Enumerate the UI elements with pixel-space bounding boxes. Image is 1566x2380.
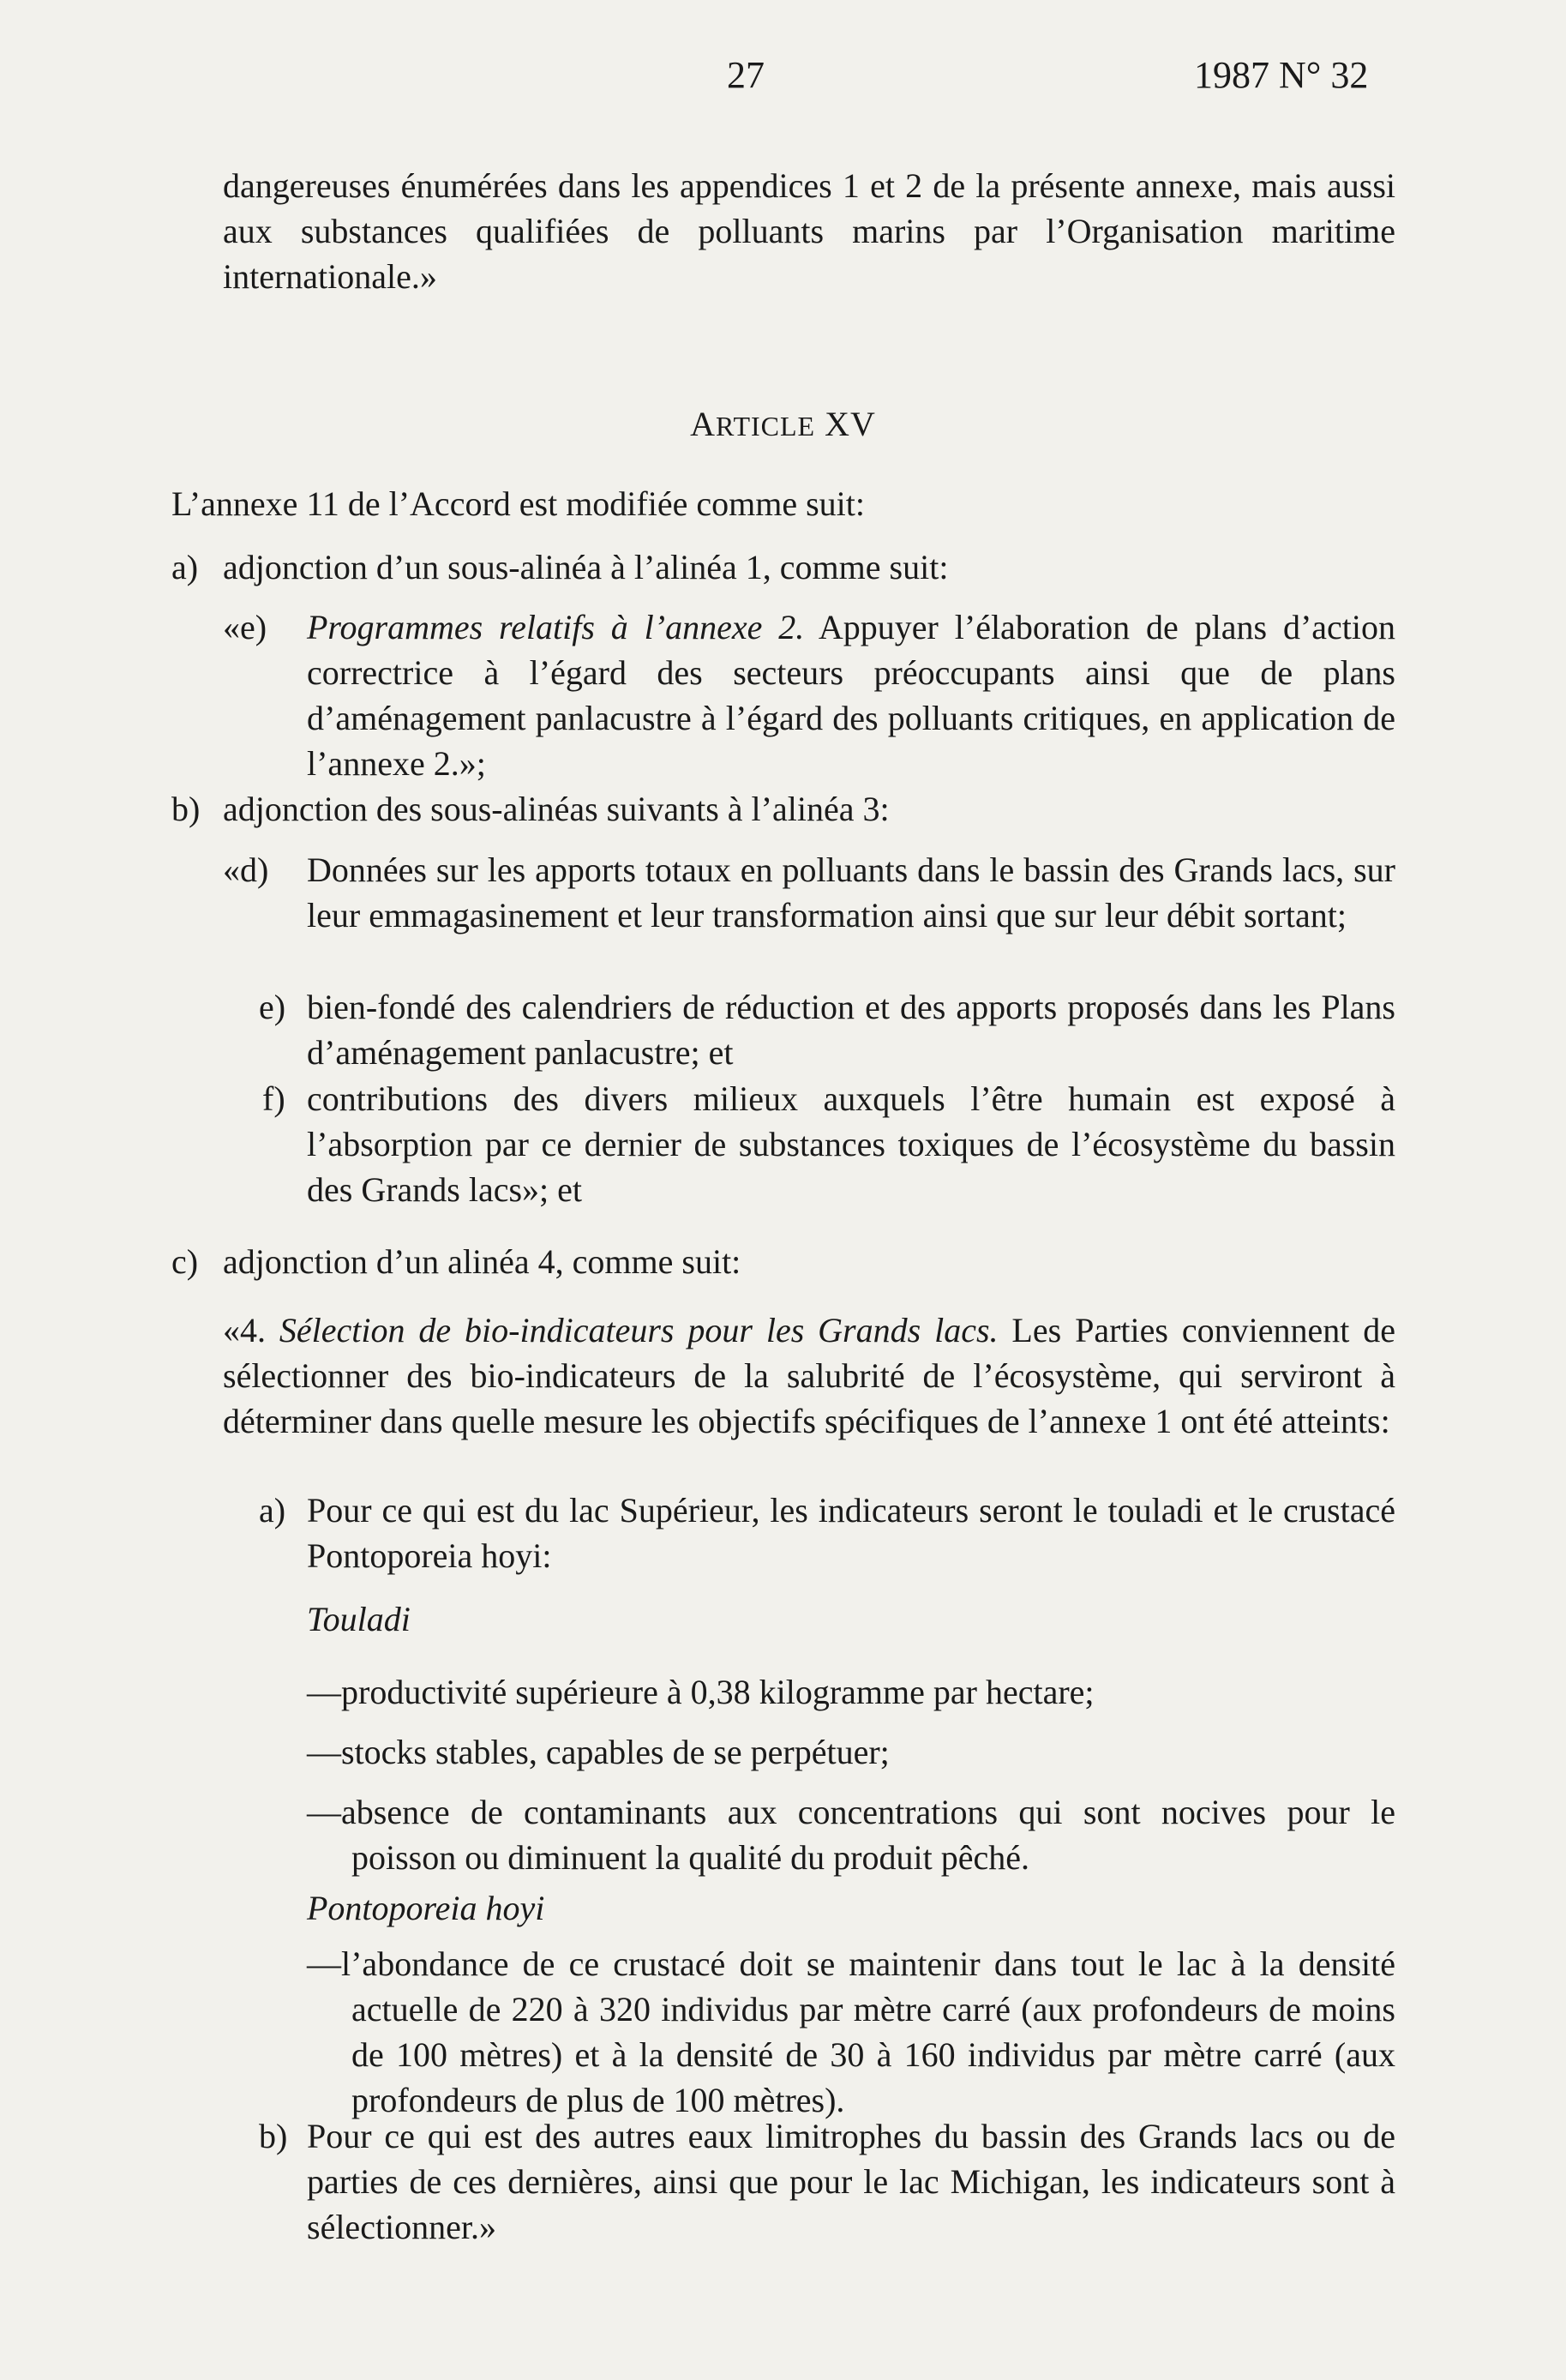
quote-d-text: Données sur les apports totaux en polluants dans le bassin des Grands lacs, sur leur emmagasinement et leur transformation ainsi que sur leur débit sortant; bbox=[307, 850, 1395, 935]
intro-paragraph: dangereuses énumérées dans les appendices 1 et 2 de la présente annexe, mais aussi aux substances qualifiées de polluants marins par l’Organisation maritime internationale.» bbox=[223, 166, 1395, 296]
touladi-item: —stocks stables, capables de se perpétuer; bbox=[307, 1733, 890, 1771]
quote-e-paragraph bbox=[307, 604, 1395, 786]
pontoporeia-heading-text: Pontoporeia hoyi bbox=[307, 1889, 545, 1927]
sub-a-label: a) bbox=[259, 1491, 286, 1530]
article-heading-rest: RTICLE bbox=[716, 411, 816, 442]
quote-d-label: «d) bbox=[223, 850, 269, 889]
lead-sentence: L’annexe 11 de l’Accord est modifiée comme suit: bbox=[171, 484, 866, 523]
item-a-label: a) bbox=[171, 548, 199, 586]
touladi-item: —productivité supérieure à 0,38 kilogramme par hectare; bbox=[307, 1673, 1095, 1711]
item-b-label: b) bbox=[171, 790, 201, 828]
sub-a-text: Pour ce qui est du lac Supérieur, les indicateurs seront le touladi et le crustacé Pontoporeia hoyi: bbox=[307, 1491, 1395, 1575]
paragraph-4 bbox=[223, 1307, 1395, 1444]
page-number: 27 bbox=[727, 54, 765, 96]
article-heading-number: XV bbox=[815, 405, 876, 443]
pontoporeia-heading bbox=[307, 1885, 544, 1931]
quote-f-text: contributions des divers milieux auxquels l’être humain est exposé à l’absorption par ce dernier de substances toxiques de l’écosystème du bassin des Grands lacs»; et bbox=[307, 1079, 1395, 1209]
item-a-text: adjonction d’un sous-alinéa à l’alinéa 1, comme suit: bbox=[223, 548, 949, 586]
quote-e2-text: bien-fondé des calendriers de réduction et des apports proposés dans les Plans d’aménagement panlacustre; et bbox=[307, 988, 1395, 1072]
item-b-text: adjonction des sous-alinéas suivants à l’alinéa 3: bbox=[223, 790, 890, 828]
quote-f-label: f) bbox=[262, 1079, 285, 1118]
quote-e2-label: e) bbox=[259, 988, 286, 1026]
touladi-item: —absence de contaminants aux concentrations qui sont nocives pour le poisson ou diminuent la qualité du produit pêché. bbox=[307, 1793, 1395, 1877]
touladi-heading bbox=[307, 1596, 411, 1642]
paragraph-4-text: Les Parties conviennent de sélectionner des bio-indicateurs de la salubrité de l’écosystème, qui serviront à déterminer dans quelle mesure les objectifs spécifiques de l’annexe 1 ont été atteints: bbox=[223, 1311, 1395, 1440]
quote-e-text: Appuyer l’élaboration de plans d’action correctrice à l’égard des secteurs préoccupants ainsi que de plans d’aménagement panlacustre à l’égard des polluants critiques, en application de l’annexe 2.»; bbox=[307, 608, 1395, 783]
sub-b-text: Pour ce qui est des autres eaux limitrophes du bassin des Grands lacs ou de parties de ces dernières, ainsi que pour le lac Michigan, les indicateurs sont à sélectionner.» bbox=[307, 2117, 1395, 2246]
item-c-label: c) bbox=[171, 1242, 199, 1281]
document-reference: 1987 N° 32 bbox=[1194, 54, 1369, 96]
touladi-heading-text: Touladi bbox=[307, 1600, 411, 1638]
quote-e-label: «e) bbox=[223, 608, 267, 646]
paragraph-4-title: Sélection de bio-indicateurs pour les Grands lacs. bbox=[279, 1311, 999, 1349]
quote-e-title: Programmes relatifs à l’annexe 2. bbox=[307, 608, 805, 646]
article-heading bbox=[0, 401, 1566, 449]
item-c-text: adjonction d’un alinéa 4, comme suit: bbox=[223, 1242, 741, 1281]
pontoporeia-text: —l’abondance de ce crustacé doit se maintenir dans tout le lac à la densité actuelle de 220 à 320 individus par mètre carré (aux profondeurs de moins de 100 mètres) et à la densité de 30 à 160 individus par mètre carré (aux profondeurs de plus de 100 mètres). bbox=[307, 1944, 1395, 2119]
sub-b-label: b) bbox=[259, 2117, 288, 2155]
article-heading-initial: A bbox=[690, 405, 717, 443]
paragraph-4-label: «4. bbox=[223, 1311, 266, 1349]
